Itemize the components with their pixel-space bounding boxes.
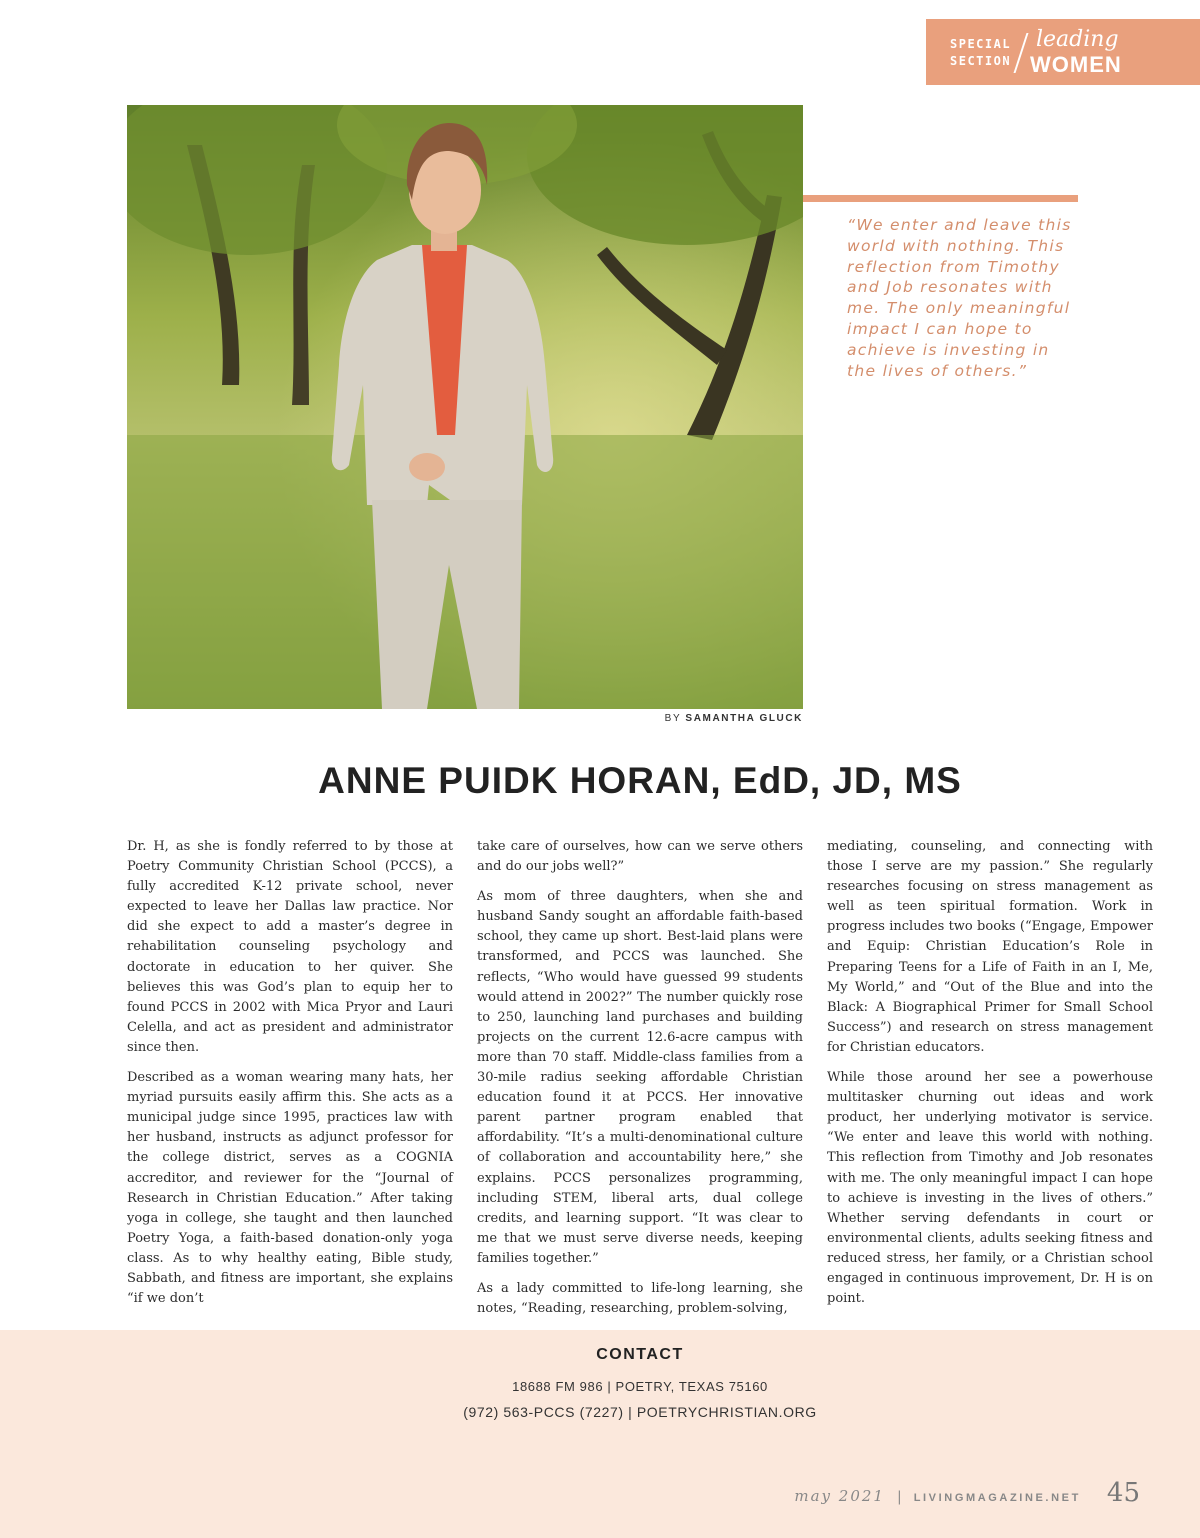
paragraph: Dr. H, as she is fondly referred to by those at Poetry Community Christian School (PCCS), a fully accredited K-12 private school, never expected to leave her Dallas law practice. Nor did she expect to add a master’s degree in rehabilitation counseling psychology and doctorate in education to her quiver. She believes this was God’s plan to equip her to found PCCS in 2002 with Mica Pryor and Lauri Celella, and act as president and administrator since then.	[127, 839, 453, 1055]
body-column-3	[827, 837, 1153, 1319]
paragraph: As a lady committed to life-long learning, she notes, “Reading, researching, problem-solving,	[477, 1280, 803, 1317]
page-footer	[794, 1478, 1140, 1508]
contact-phone-web: (972) 563-PCCS (7227) | POETRYCHRISTIAN.ORG	[463, 1404, 817, 1420]
footer-separator: |	[896, 1489, 902, 1505]
tab-slash-divider	[1014, 33, 1029, 73]
footer-site: LIVINGMAGAZINE.NET	[913, 1492, 1081, 1504]
credit-prefix: BY	[664, 713, 682, 724]
paragraph: As mom of three daughters, when she and husband Sandy sought an affordable faith-based school, they came up short. Best-laid plans were transformed, and PCCS was launched. She reflects, “Who would have guessed 99 students would attend in 2002?” The number quickly rose to 250, launching land purchases and building projects on the current 12.6-acre campus with more than 70 staff. Middle-class families from a 30-mile radius seeking affordable Christian education found it at PCCS. Her innovative parent partner program enabled that affordability. “It’s a multi-denominational culture of collaboration and accountability here,” she explains. PCCS personalizes programming, including STEM, liberal arts, dual college credits, and learning support. “It was clear to me that we must serve diverse needs, keeping families together.”	[477, 889, 803, 1266]
paragraph: take care of ourselves, how can we serve others and do our jobs well?”	[477, 839, 803, 875]
photo-credit	[600, 713, 803, 724]
contact-title: CONTACT	[596, 1346, 684, 1363]
special-section-tab	[926, 19, 1200, 85]
pull-quote-rule	[803, 195, 1078, 202]
portrait-photo	[127, 105, 803, 709]
women-label: WOMEN	[1030, 52, 1122, 77]
paragraph: While those around her see a powerhouse multitasker churning out ideas and work product, her underlying motivator is service. “We enter and leave this world with nothing. This reflection from Timothy and Job resonates with me. The only meaningful impact I can hope to achieve is investing in the lives of others.” Whether serving defendants in court or environmental clients, adults seeking fitness and reduced stress, her family, or a Christian school engaged in continuous improvement, Dr. H is on point.	[827, 1070, 1153, 1307]
paragraph: Described as a woman wearing many hats, her myriad pursuits easily affirm this. She acts as a municipal judge since 1995, practices law with her husband, instructs as adjunct professor for the college district, serves as a COGNIA accreditor, and reviewer for the “Journal of Research in Christian Education.” After taking yoga in college, she taught and then launched Poetry Yoga, a faith-based donation-only yoga class. As to why healthy eating, Bible study, Sabbath, and fitness are important, she explains “if we don’t	[127, 1070, 453, 1307]
credit-name: SAMANTHA GLUCK	[685, 713, 803, 724]
special-section-label: SPECIAL SECTION	[950, 37, 1012, 68]
page-number: 45	[1106, 1478, 1140, 1508]
body-column-2	[477, 837, 803, 1329]
article-headline: ANNE PUIDK HORAN, EdD, JD, MS	[318, 760, 962, 801]
contact-address: 18688 FM 986 | POETRY, TEXAS 75160	[512, 1379, 768, 1394]
pull-quote: “We enter and leave this world with nothing. This reflection from Timothy and Job resonates with me. The only meaningful impact I can hope to achieve is investing in the lives of others.”	[847, 216, 1072, 380]
leading-label: leading	[1036, 27, 1119, 52]
paragraph: mediating, counseling, and connecting with those I serve are my passion.” She regularly researches focusing on stress management as well as teen spiritual formation. Work in progress includes two books (“Engage, Empower and Equip: Christian Education’s Role in Preparing Teens for a Life of Faith in an I, Me, My World,” and “Out of the Blue and into the Black: A Biographical Primer for Small School Success”) and research on stress management for Christian educators.	[827, 839, 1153, 1055]
portrait-illustration	[127, 105, 803, 709]
body-column-1	[127, 837, 453, 1319]
issue-date: may 2021	[794, 1487, 885, 1505]
